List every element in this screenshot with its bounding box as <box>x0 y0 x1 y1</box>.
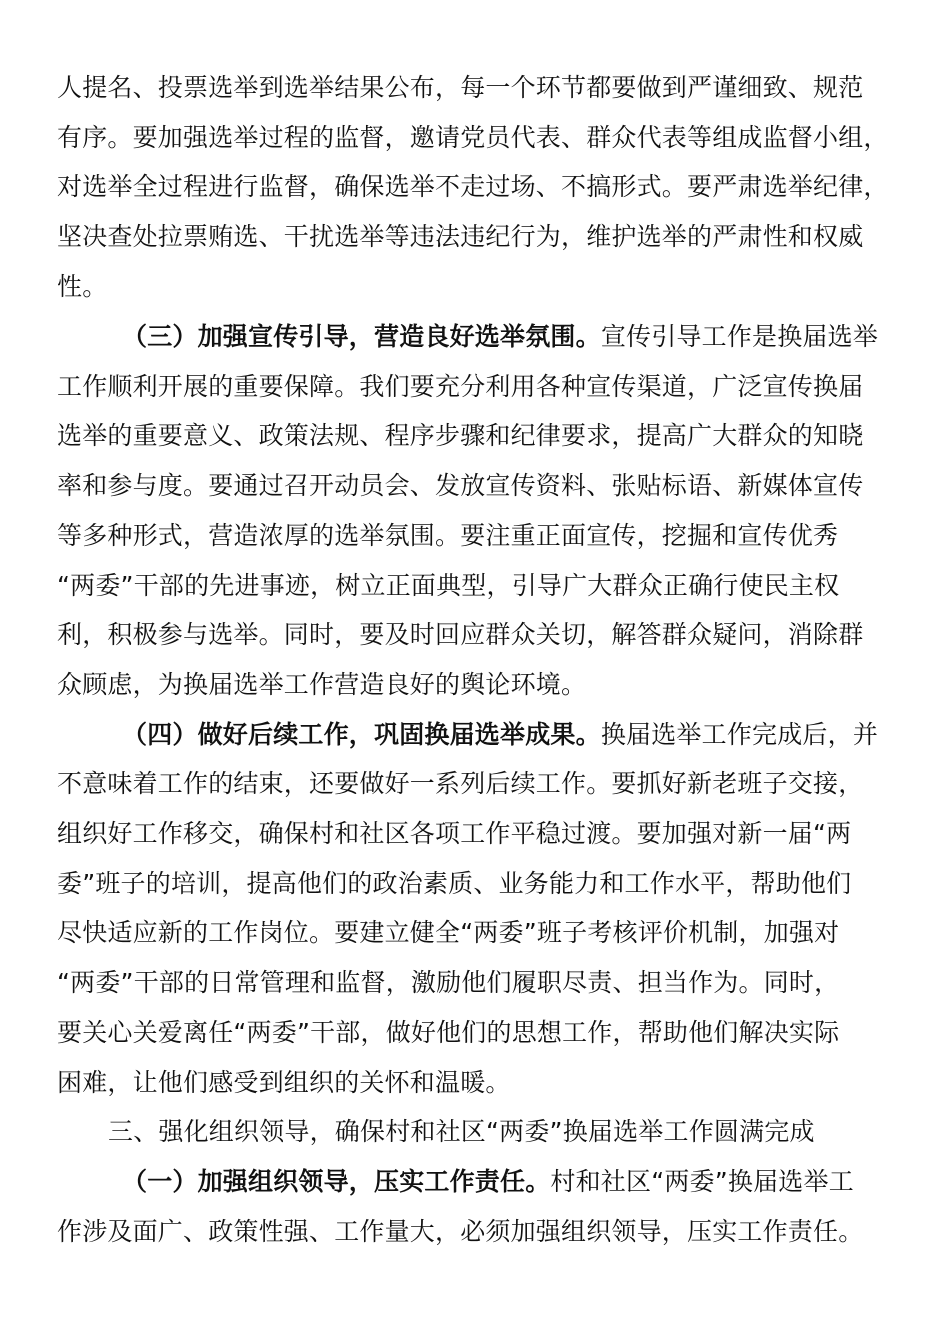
text-segment: 选举的重要意义、政策法规、程序步骤和纪律要求，提高广大群众的知晓 <box>57 421 864 450</box>
text-line <box>57 216 893 258</box>
text-segment: 困难，让他们感受到组织的关怀和温暖。 <box>57 1068 511 1097</box>
text-segment: 尽快适应新的工作岗位。要建立健全“两委”班子考核评价机制，加强对 <box>57 918 840 947</box>
section-heading-bold: （四）做好后续工作，巩固换届选举成果。 <box>122 720 601 749</box>
text-line <box>57 415 893 457</box>
text-segment: 等多种形式，营造浓厚的选举氛围。要注重正面宣传，挖掘和宣传优秀 <box>57 521 839 550</box>
text-segment: 要关心关爱离任“两委”干部，做好他们的思想工作，帮助他们解决实际 <box>57 1018 840 1047</box>
text-line <box>57 863 893 905</box>
text-segment: 作涉及面广、政策性强、工作量大，必须加强组织领导，压实工作责任。 <box>57 1217 864 1246</box>
text-segment: 工作顺利开展的重要保障。我们要充分利用各种宣传渠道，广泛宣传换届 <box>57 372 864 401</box>
text-segment: “两委”干部的先进事迹，树立正面典型，引导广大群众正确行使民主权 <box>57 571 840 600</box>
text-line <box>57 266 893 308</box>
text-line <box>57 117 893 159</box>
text-segment: 不意味着工作的结束，还要做好一系列后续工作。要抓好新老班子交接， <box>57 769 864 798</box>
text-segment: 率和参与度。要通过召开动员会、发放宣传资料、张贴标语、新媒体宣传 <box>57 471 864 500</box>
text-segment: 委”班子的培训，提高他们的政治素质、业务能力和工作水平，帮助他们 <box>57 869 852 898</box>
text-line <box>57 912 893 954</box>
text-segment: 村和社区“两委”换届选举工 <box>550 1167 854 1196</box>
text-line <box>57 1211 893 1253</box>
text-line <box>57 763 893 805</box>
text-segment: 换届选举工作完成后，并 <box>600 720 879 749</box>
text-segment: 利，积极参与选举。同时，要及时回应群众关切，解答群众疑问，消除群 <box>57 620 864 649</box>
text-segment: 性。 <box>57 272 108 301</box>
text-segment: 对选举全过程进行监督，确保选举不走过场、不搞形式。要严肃选举纪律， <box>57 172 889 201</box>
text-segment: 有序。要加强选举过程的监督，邀请党员代表、群众代表等组成监督小组， <box>57 123 889 152</box>
part-3-heading <box>108 1111 893 1153</box>
section-heading-bold: （一）加强组织领导，压实工作责任。 <box>122 1167 551 1196</box>
text-line <box>57 1062 893 1104</box>
section-3-paragraph-start <box>122 316 893 358</box>
text-segment: 组织好工作移交，确保村和社区各项工作平稳过渡。要加强对新一届“两 <box>57 819 852 848</box>
text-line <box>57 614 893 656</box>
text-line <box>57 962 893 1004</box>
section-4-paragraph-start <box>122 714 893 756</box>
text-line <box>57 366 893 408</box>
text-segment: 三、强化组织领导，确保村和社区“两委”换届选举工作圆满完成 <box>108 1117 815 1146</box>
text-segment: 宣传引导工作是换届选举 <box>600 322 879 351</box>
text-segment: 坚决查处拉票贿选、干扰选举等违法违纪行为，维护选举的严肃性和权威 <box>57 222 864 251</box>
text-segment: “两委”干部的日常管理和监督，激励他们履职尽责、担当作为。同时， <box>57 968 840 997</box>
text-line <box>57 465 893 507</box>
text-line <box>57 515 893 557</box>
text-line <box>57 813 893 855</box>
text-line <box>57 166 893 208</box>
text-segment: 人提名、投票选举到选举结果公布，每一个环节都要做到严谨细致、规范 <box>57 73 864 102</box>
section-heading-bold: （三）加强宣传引导，营造良好选举氛围。 <box>122 322 601 351</box>
text-line <box>57 565 893 607</box>
text-segment: 众顾虑，为换届选举工作营造良好的舆论环境。 <box>57 670 587 699</box>
text-line <box>57 1012 893 1054</box>
part-3-section-1-paragraph-start <box>122 1161 893 1203</box>
text-line <box>57 67 893 109</box>
text-line <box>57 664 893 706</box>
